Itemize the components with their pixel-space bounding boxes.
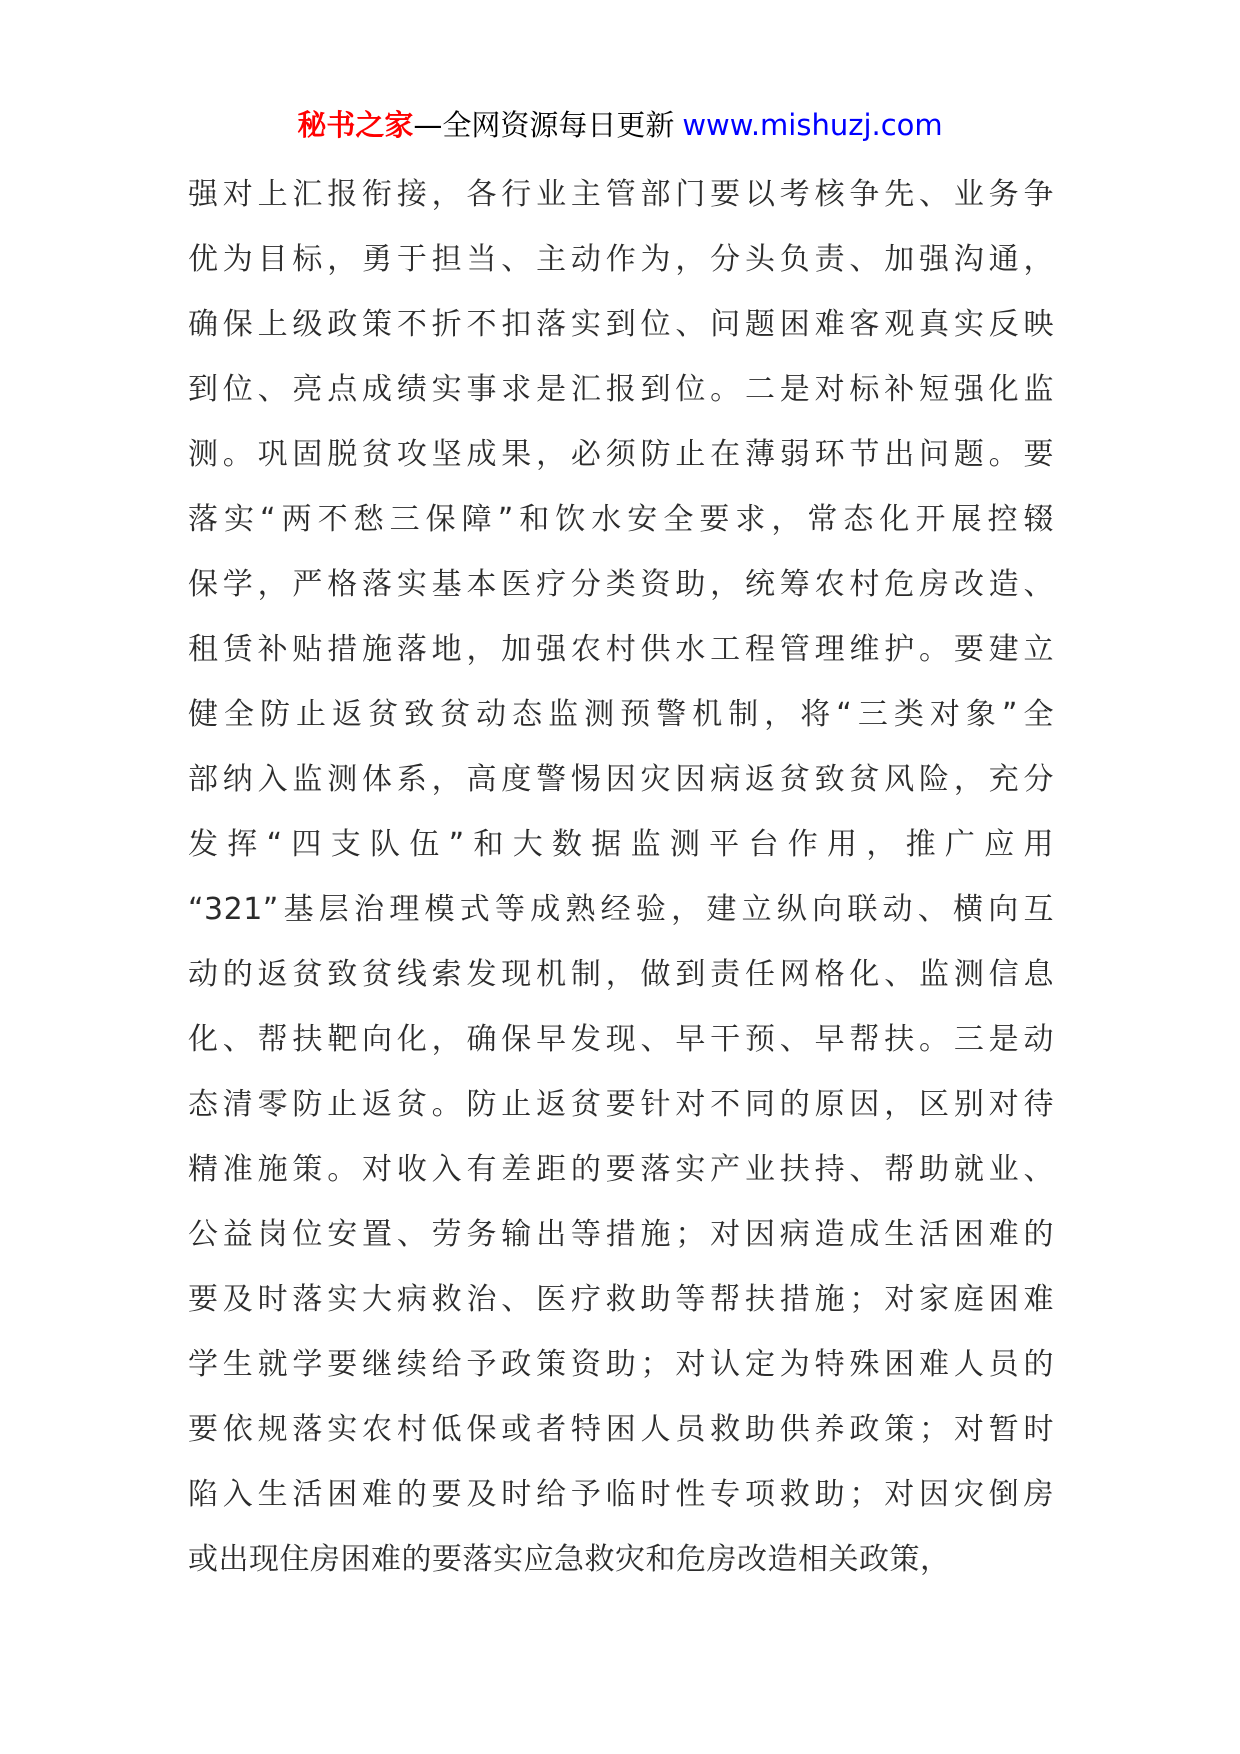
text-line: 态清零防止返贫。防止返贫要针对不同的原因，区别对待 bbox=[188, 1087, 1054, 1122]
text-line: 部纳入监测体系，高度警惕因灾因病返贫致贫风险，充分 bbox=[188, 762, 1054, 797]
text-line: 公益岗位安置、劳务输出等措施；对因病造成生活困难的 bbox=[188, 1217, 1054, 1252]
text-line: “321”基层治理模式等成熟经验，建立纵向联动、横向互 bbox=[188, 892, 1054, 927]
text-line: 落实“两不愁三保障”和饮水安全要求，常态化开展控辍 bbox=[188, 502, 1054, 537]
text-line: 租赁补贴措施落地，加强农村供水工程管理维护。要建立 bbox=[188, 632, 1054, 667]
text-line: 到位、亮点成绩实事求是汇报到位。二是对标补短强化监 bbox=[188, 372, 1054, 407]
text-line: 优为目标，勇于担当、主动作为，分头负责、加强沟通， bbox=[188, 242, 1054, 277]
body-text bbox=[188, 162, 1054, 1592]
text-line: 精准施策。对收入有差距的要落实产业扶持、帮助就业、 bbox=[188, 1152, 1054, 1187]
text-line: 保学，严格落实基本医疗分类资助，统筹农村危房改造、 bbox=[188, 567, 1054, 602]
text-line: 发挥“四支队伍”和大数据监测平台作用，推广应用 bbox=[188, 827, 1054, 862]
text-line: 学生就学要继续给予政策资助；对认定为特殊困难人员的 bbox=[188, 1347, 1054, 1382]
text-line: 化、帮扶靶向化，确保早发现、早干预、早帮扶。三是动 bbox=[188, 1022, 1054, 1057]
site-url-link[interactable]: www.mishuzj.com bbox=[682, 108, 943, 142]
header-slogan: —全网资源每日更新 bbox=[413, 108, 675, 142]
text-line: 动的返贫致贫线索发现机制，做到责任网格化、监测信息 bbox=[188, 957, 1054, 992]
text-line: 或出现住房困难的要落实应急救灾和危房改造相关政策， bbox=[188, 1542, 951, 1577]
text-line: 健全防止返贫致贫动态监测预警机制，将“三类对象”全 bbox=[188, 697, 1054, 732]
brand-name: 秘书之家 bbox=[297, 108, 414, 142]
text-line: 强对上汇报衔接，各行业主管部门要以考核争先、业务争 bbox=[188, 177, 1054, 212]
text-line: 要及时落实大病救治、医疗救助等帮扶措施；对家庭困难 bbox=[188, 1282, 1054, 1317]
text-line: 确保上级政策不折不扣落实到位、问题困难客观真实反映 bbox=[188, 307, 1054, 342]
text-line: 要依规落实农村低保或者特困人员救助供养政策；对暂时 bbox=[188, 1412, 1054, 1447]
page-header bbox=[0, 100, 1240, 150]
text-line: 陷入生活困难的要及时给予临时性专项救助；对因灾倒房 bbox=[188, 1477, 1054, 1512]
text-line: 测。巩固脱贫攻坚成果，必须防止在薄弱环节出问题。要 bbox=[188, 437, 1054, 472]
